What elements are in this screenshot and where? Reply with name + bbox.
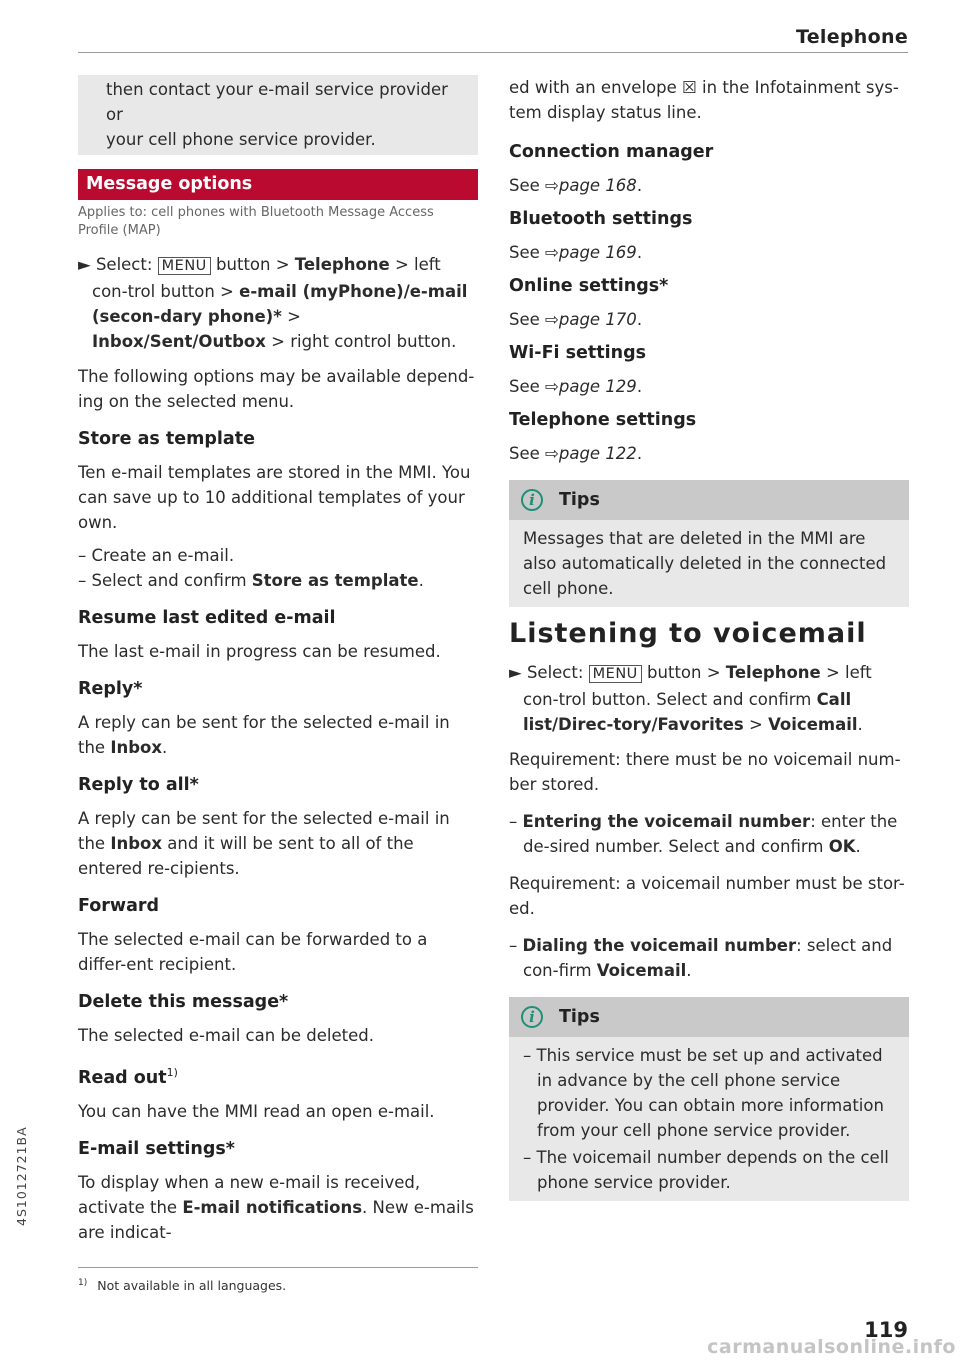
heading-email-settings: E-mail settings* [78,1138,235,1159]
footnote-text: Not available in all languages. [97,1278,287,1294]
heading-read-out [78,1060,478,1091]
heading-listening-to-voicemail: Listening to voicemail [509,618,867,649]
delete-text: The selected e-mail can be deleted. [78,1026,374,1045]
document-code: 4S1012721BA [14,1126,29,1226]
requirement-1: Requirement: there must be no voicemail num-ber stored. [509,750,901,794]
step-text: > left con-trol button > [92,255,441,301]
step-arrow-icon: ► [509,663,527,682]
intro-line-1: then contact your e-mail service provider or [106,80,448,124]
tips-box-2 [509,997,909,1201]
page-ref-link[interactable]: page 129 [558,377,637,396]
dash-bold: Entering the voicemail number [522,812,811,831]
heading-online-settings: Online settings* [509,276,669,296]
section-title-message-options: Message options [78,169,478,200]
select-step [78,252,478,354]
footnote-mark: 1) [78,1278,88,1288]
step-bold: Telephone [725,663,821,682]
tips-header [509,480,909,520]
reply-text-pre: A reply can be sent for the selected e-mail in the [78,713,450,757]
store-template-text: Ten e-mail templates are stored in the MMI. You can save up to 10 additional templates of your own. [78,463,471,532]
intro-note-box [78,75,478,155]
left-column [78,75,478,1257]
tips-item: – The voicemail number depends on the cell phone service provider. [523,1148,889,1192]
reply-all-text [78,806,478,881]
heading-reply-to-all: Reply to all* [78,775,199,795]
dash-text: . [418,571,424,590]
tips-header [509,997,909,1037]
step-bold: Inbox/Sent/Outbox [92,332,266,351]
applies-to-note: Applies to: cell phones with Bluetooth Message Access Profile (MAP) [78,205,434,238]
step-prefix: Select: [526,663,589,682]
dash-text: – [509,936,523,955]
settings-bold: E-mail notifications [182,1197,363,1217]
dash-text: : select and con-firm [523,936,893,980]
store-dash-2 [78,568,478,593]
step-bold: Voicemail [768,715,858,734]
footnote [78,1278,286,1293]
info-icon: i [521,489,543,511]
reply-all-post: and it will be sent to all of the entered re-cipients. [78,834,414,878]
page-ref-link[interactable]: page 168 [558,176,637,195]
step-arrow-icon: ► [78,255,96,274]
menu-key: MENU [158,257,211,275]
settings-post: . New e-mails are indicat- [78,1197,474,1242]
reply-all-pre: A reply can be sent for the selected e-mail in the [78,809,450,853]
reply-text-post: . [162,738,168,757]
header-divider [78,52,908,53]
tips-item: – This service must be set up and activated in advance by the cell phone service provider. You can obtain more information from your cell phone service provider. [523,1046,884,1140]
right-column [509,75,909,1215]
reply-text-bold: Inbox [110,738,163,757]
tips-body [509,520,909,607]
see-bluetooth-settings: See ⇨page 169. [509,243,643,262]
see-label: See ⇨ [509,243,559,262]
step-text: . [857,715,863,734]
resume-text: The last e-mail in progress can be resumed. [78,642,441,661]
tips-label: Tips [559,1006,600,1027]
tips-text: Messages that are deleted in the MMI are also automatically deleted in the connected cell phone. [523,529,887,598]
dash-bold: Store as template [251,571,419,590]
page-ref-link[interactable]: page 122 [558,444,637,463]
watermark: carmanualsonline.info [707,1336,956,1358]
step-text: button > [210,255,295,274]
step-bold: Telephone [294,255,390,274]
requirement-2: Requirement: a voicemail number must be stor-ed. [509,874,905,918]
footnote-divider [78,1267,478,1268]
heading-bluetooth-settings: Bluetooth settings [509,209,693,229]
heading-forward: Forward [78,896,160,916]
page-ref-link[interactable]: page 169 [558,243,637,262]
see-label: See ⇨ [509,444,559,463]
see-online-settings: See ⇨page 170. [509,310,643,329]
dash-text: – [509,812,523,831]
dash-bold: Dialing the voicemail number [522,936,797,955]
dash-text: . [686,961,692,980]
forward-text: The selected e-mail can be forwarded to a differ-ent recipient. [78,930,428,974]
step-prefix: Select: [95,255,158,274]
see-connection-manager: See ⇨page 168. [509,176,643,195]
dash-bold: OK [828,837,856,856]
heading-store-as-template: Store as template [78,429,255,449]
heading-delete-message: Delete this message* [78,992,289,1012]
step-bold: Call list/Direc-tory/Favorites [523,690,852,734]
dash-text: : enter the de-sired number. Select and confirm [523,812,898,856]
heading-resume-last-edited: Resume last edited e-mail [78,608,336,628]
reply-all-bold: Inbox [110,834,163,853]
tips-box-1 [509,480,909,607]
step-text: > [281,307,301,326]
step-text: > left con-trol button. Select and confirm [523,663,872,709]
see-wifi-settings: See ⇨page 129. [509,377,643,396]
tips-body [509,1037,909,1201]
read-out-text: You can have the MMI read an open e-mail. [78,1101,435,1121]
step-text: button > [641,663,726,682]
step-text: > right control button. [265,332,457,351]
entering-voicemail-number [509,809,909,859]
dash-text: . [855,837,861,856]
heading-connection-manager: Connection manager [509,142,714,162]
footnote-ref: 1) [166,1066,178,1079]
step-text: > [743,715,769,734]
dash-text: – Select and confirm [78,571,252,590]
info-icon: i [521,1006,543,1028]
see-label: See ⇨ [509,310,559,329]
following-options-text: The following options may be available depend-ing on the selected menu. [78,367,475,411]
dialing-voicemail-number [509,933,909,983]
voicemail-select-step [509,660,909,737]
dash-bold: Voicemail [596,961,687,980]
settings-pre: To display when a new e-mail is received, activate the [78,1172,421,1217]
continued-text: ed with an envelope ☒ in the Infotainment sys-tem display status line. [509,78,899,122]
intro-line-2: your cell phone service provider. [106,130,376,149]
heading-reply: Reply* [78,679,143,699]
heading-wifi-settings: Wi-Fi settings [509,343,647,363]
heading-telephone-settings: Telephone settings [509,410,697,430]
tips-label: Tips [559,489,600,510]
see-label: See ⇨ [509,176,559,195]
page-ref-link[interactable]: page 170 [558,310,637,329]
store-dash-1: – Create an e-mail. [78,546,235,565]
see-label: See ⇨ [509,377,559,396]
page-number: 119 [864,1318,908,1342]
read-out-title: Read out [78,1067,167,1088]
menu-key: MENU [589,665,642,683]
page-header-title: Telephone [795,26,908,48]
email-settings-text [78,1170,478,1245]
step-bold: e-mail (myPhone)/e-mail (secon-dary phone)* [92,282,468,326]
reply-text [78,710,478,760]
see-telephone-settings: See ⇨page 122. [509,444,643,463]
